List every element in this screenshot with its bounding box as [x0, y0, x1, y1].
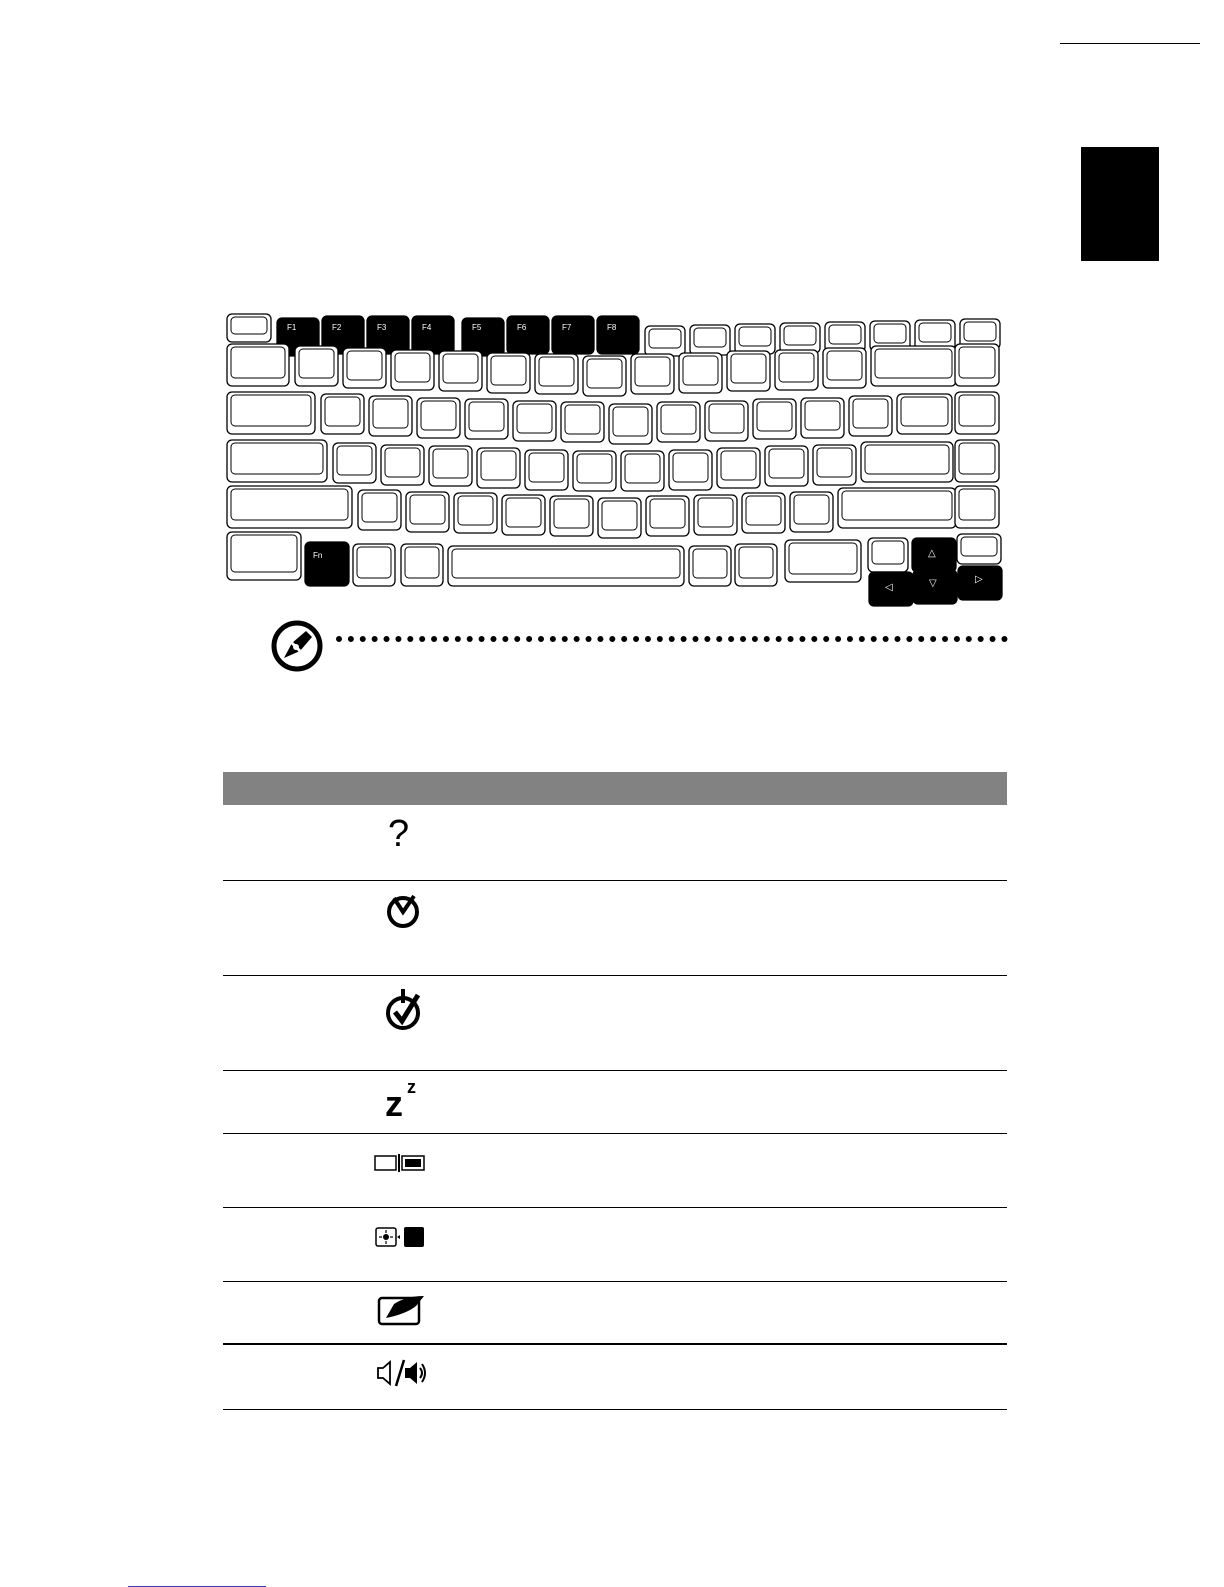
- key: [690, 325, 730, 355]
- sleep-z-small: z: [407, 1077, 416, 1097]
- function-key-f8: [597, 316, 639, 354]
- key: [535, 354, 578, 394]
- function-key-label: F8: [607, 323, 617, 332]
- key: [735, 544, 777, 586]
- row-divider: [223, 1133, 1007, 1134]
- key: [439, 351, 482, 391]
- key: [353, 544, 395, 586]
- touchpad-toggle-icon: [376, 1292, 428, 1326]
- spacebar: [448, 546, 684, 586]
- key: [705, 401, 748, 441]
- key: [227, 486, 352, 528]
- key: [369, 396, 412, 436]
- key: [775, 350, 818, 390]
- key: [321, 394, 364, 434]
- chapter-tab: [1081, 147, 1159, 261]
- key: [868, 538, 908, 572]
- key: [785, 540, 861, 582]
- key: [753, 399, 796, 439]
- key: [735, 324, 775, 354]
- arrow-up-glyph: △: [928, 548, 936, 559]
- key: [227, 344, 289, 386]
- function-key-f5: [462, 318, 504, 356]
- key: [381, 445, 424, 485]
- key: [955, 440, 999, 482]
- key: [631, 354, 674, 394]
- keyboard-keys: [227, 314, 1002, 606]
- key: [689, 546, 731, 586]
- function-key-f7: [552, 316, 594, 354]
- key: [717, 448, 760, 488]
- display-toggle-icon: [374, 1153, 426, 1173]
- keyboard-illustration: [215, 300, 1015, 610]
- key: [561, 402, 604, 442]
- row-divider: [223, 975, 1007, 976]
- key: [790, 492, 833, 532]
- key: [694, 495, 737, 535]
- key: [227, 392, 315, 434]
- key: [823, 348, 866, 388]
- key: [454, 493, 497, 533]
- key: [550, 496, 593, 536]
- key: [621, 451, 664, 491]
- function-key-label: F2: [332, 323, 342, 332]
- top-rule: [1060, 43, 1200, 44]
- key: [955, 344, 999, 386]
- row-divider: [223, 1281, 1007, 1282]
- note-divider: [336, 636, 1008, 642]
- key: [227, 440, 327, 482]
- key: [645, 326, 685, 356]
- key: [295, 346, 338, 386]
- function-key-label: F5: [472, 323, 482, 332]
- key: [487, 353, 530, 393]
- key: [957, 534, 1001, 564]
- row-divider: [223, 1409, 1007, 1410]
- arrow-left-glyph: ◁: [885, 582, 893, 593]
- key: [813, 445, 856, 485]
- key: [657, 402, 700, 442]
- key: [838, 488, 956, 528]
- key: [955, 392, 999, 434]
- screen-blank-icon: [374, 1226, 426, 1248]
- system-property-icon: [384, 890, 422, 930]
- row-divider: [223, 880, 1007, 881]
- key: [502, 495, 545, 535]
- key: [780, 323, 820, 353]
- key: [406, 492, 449, 532]
- key: [646, 496, 689, 536]
- key: [679, 353, 722, 393]
- key: [583, 356, 626, 396]
- key: [343, 348, 386, 388]
- key: [333, 443, 376, 483]
- key: [727, 351, 770, 391]
- arrow-down-glyph: ▽: [929, 578, 937, 589]
- key: [573, 451, 616, 491]
- help-icon: ?: [388, 813, 410, 855]
- key: [401, 544, 443, 586]
- key: [358, 490, 401, 530]
- key: [897, 394, 952, 434]
- function-key-f4: [412, 316, 454, 354]
- key: [669, 450, 712, 490]
- function-key-label: F3: [377, 323, 387, 332]
- key: [861, 442, 953, 482]
- key: [765, 446, 808, 486]
- fn-key: [305, 542, 349, 586]
- key: [227, 532, 301, 580]
- key: [849, 396, 892, 436]
- speaker-toggle-icon: [376, 1358, 428, 1388]
- key: [598, 498, 641, 538]
- function-key-label: F1: [287, 323, 297, 332]
- sleep-z-large: z: [385, 1083, 403, 1124]
- key: [513, 401, 556, 441]
- key: [417, 398, 460, 438]
- key: [609, 404, 652, 444]
- fn-key-label: Fn: [313, 551, 323, 560]
- function-key-f6: [507, 316, 549, 354]
- key: [465, 399, 508, 439]
- key: [391, 350, 434, 390]
- row-divider: [223, 1343, 1007, 1345]
- row-divider: [223, 1070, 1007, 1071]
- key: [955, 486, 999, 528]
- function-key-label: F6: [517, 323, 527, 332]
- sleep-icon: [385, 1078, 425, 1122]
- key: [429, 446, 472, 486]
- row-divider: [223, 1207, 1007, 1208]
- note-pen-icon: [270, 618, 326, 674]
- key: [525, 450, 568, 490]
- key: [801, 398, 844, 438]
- key: [871, 346, 956, 386]
- power-scheme-icon: [384, 985, 424, 1033]
- arrow-right-glyph: ▷: [975, 574, 983, 585]
- key: [742, 493, 785, 533]
- table-header: [223, 772, 1007, 805]
- function-key-label: F4: [422, 323, 432, 332]
- key: [477, 448, 520, 488]
- function-key-label: F7: [562, 323, 572, 332]
- key: [227, 314, 271, 342]
